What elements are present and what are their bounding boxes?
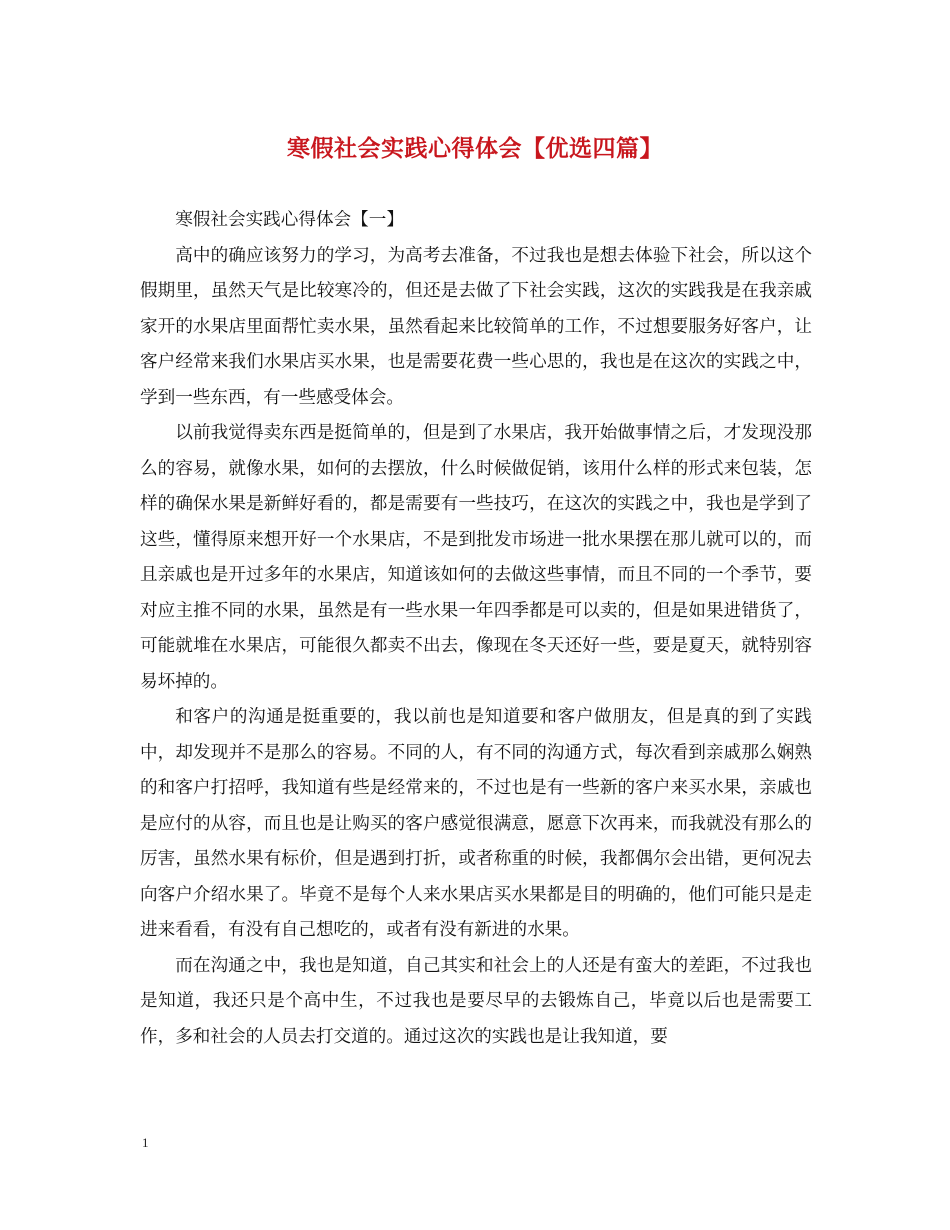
- paragraph-4: 而在沟通之中，我也是知道，自己其实和社会上的人还是有蛮大的差距，不过我也是知道，我还只是个高中生，不过我也是要尽早的去锻炼自己，毕竟以后也是需要工作，多和社会的人员去打交道的。通过这次的实践也是让我知道，要: [140, 955, 812, 1047]
- paragraph-2: 以前我觉得卖东西是挺简单的，但是到了水果店，我开始做事情之后，才发现没那么的容易，就像水果，如何的去摆放，什么时候做促销，该用什么样的形式来包装，怎样的确保水果是新鲜好看的，都是需要有一些技巧，在这次的实践之中，我也是学到了这些，懂得原来想开好一个水果店，不是到批发市场进一批水果摆在那儿就可以的，而且亲戚也是开过多年的水果店，知道该如何的去做这些事情，而且不同的一个季节，要对应主推不同的水果，虽然是有一些水果一年四季都是可以卖的，但是如果进错货了，可能就堆在水果店，可能很久都卖不出去，像现在冬天还好一些，要是夏天，就特别容易坏掉的。: [140, 423, 812, 692]
- document-body: [140, 203, 812, 1055]
- page-number: 1: [142, 1135, 149, 1150]
- section-subheading: 寒假社会实践心得体会【一】: [175, 210, 404, 230]
- document-title: 寒假社会实践心得体会【优选四篇】: [287, 135, 663, 162]
- paragraph-3: 和客户的沟通是挺重要的，我以前也是知道要和客户做朋友，但是真的到了实践中，却发现并不是那么的容易。不同的人，有不同的沟通方式，每次看到亲戚那么娴熟的和客户打招呼，我知道有些是经常来的，不过也是有一些新的客户来买水果，亲戚也是应付的从容，而且也是让购买的客户感觉很满意，愿意下次再来，而我就没有那么的厉害，虽然水果有标价，但是遇到打折，或者称重的时候，我都偶尔会出错，更何况去向客户介绍水果了。毕竟不是每个人来水果店买水果都是目的明确的，他们可能只是走进来看看，有没有自己想吃的，或者有没有新进的水果。: [140, 707, 812, 940]
- paragraph-1: 高中的确应该努力的学习，为高考去准备，不过我也是想去体验下社会，所以这个假期里，虽然天气是比较寒冷的，但还是去做了下社会实践，这次的实践我是在我亲戚家开的水果店里面帮忙卖水果，虽然看起来比较简单的工作，不过想要服务好客户，让客户经常来我们水果店买水果，也是需要花费一些心思的，我也是在这次的实践之中，学到一些东西，有一些感受体会。: [140, 245, 812, 408]
